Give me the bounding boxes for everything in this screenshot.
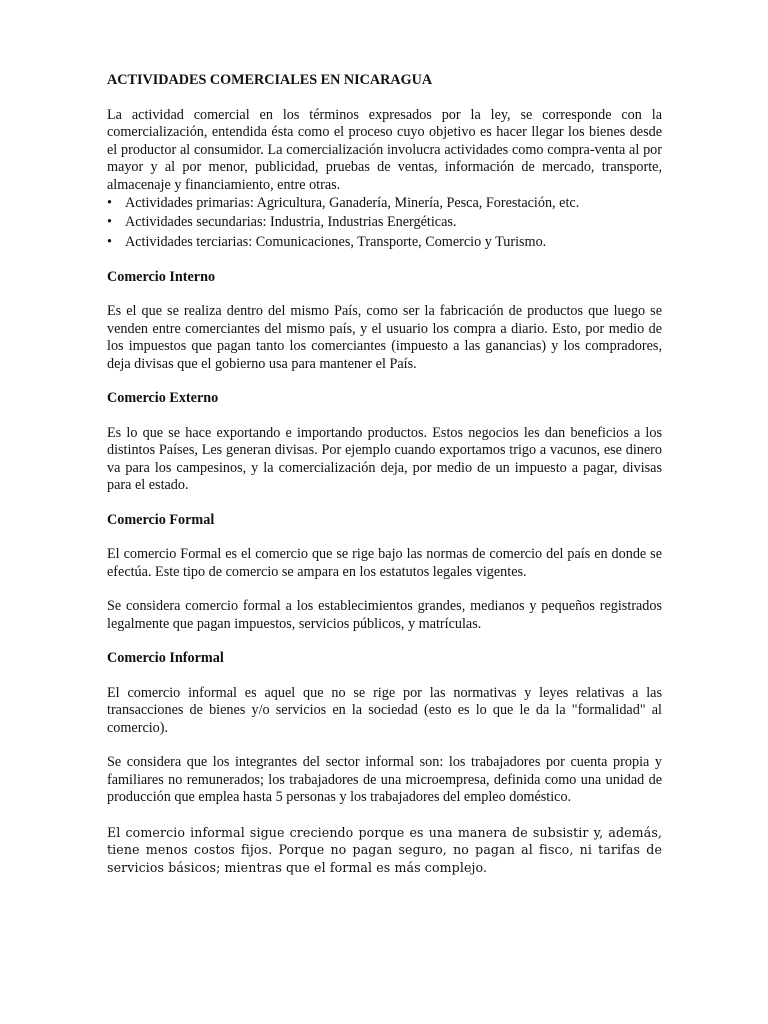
activities-list [107,194,662,252]
section-heading-comercio-formal: Comercio Formal [107,511,215,528]
list-item-text: Actividades terciarias: Comunicaciones, Transporte, Comercio y Turismo. [125,233,547,250]
comercio-informal-paragraph-1: El comercio informal es aquel que no se rige por las normativas y leyes relativas a las transacciones de bienes y/o servicios en la sociedad (esto es lo que le da la "formalidad" al comercio). [107,684,662,736]
comercio-interno-paragraph: Es el que se realiza dentro del mismo País, como ser la fabricación de productos que luego se venden entre comerciantes del mismo país, y el usuario los compra a diario. Esto, por medio de los impuestos que pagan tanto los comerciantes (impuesto a las ganancias) y los compradores, deja divisas que el gobierno usa para mantener el País. [107,303,662,372]
list-item-text: Actividades secundarias: Industria, Industrias Energéticas. [125,214,457,231]
list-item-text: Actividades primarias: Agricultura, Ganadería, Minería, Pesca, Forestación, etc. [125,195,580,211]
bullet-icon: • [107,233,112,250]
document-title: ACTIVIDADES COMERCIALES EN NICARAGUA [107,72,433,88]
section-heading-comercio-interno: Comercio Interno [107,268,216,285]
intro-paragraph: La actividad comercial en los términos expresados por la ley, se corresponde con la comercialización, entendida ésta como el proceso cuyo objetivo es hacer llegar los bienes desde el productor al consumidor. La comercialización involucra actividades como compra-venta al por mayor y al por menor, publicidad, pruebas de ventas, información de mercado, transporte, almacenaje y financiamiento, entre otras. [107,106,662,193]
comercio-informal-paragraph-3: El comercio informal sigue creciendo porque es una manera de subsistir y, además, tiene menos costos fijos. Porque no pagan seguro, no pagan al fisco, ni tarifas de servicios básicos; mientras que el formal es más complejo. [107,824,662,875]
section-heading-comercio-externo: Comercio Externo [107,390,219,407]
document-page [107,72,662,876]
list-item [107,194,662,213]
bullet-icon: • [107,195,112,211]
bullet-icon: • [107,214,112,231]
section-heading-comercio-informal: Comercio Informal [107,650,224,667]
comercio-formal-paragraph-1: El comercio Formal es el comercio que se rige bajo las normas de comercio del país en donde se efectúa. Este tipo de comercio se ampara en los estatutos legales vigentes. [107,546,662,580]
comercio-formal-paragraph-2: Se considera comercio formal a los establecimientos grandes, medianos y pequeños registrados legalmente que pagan impuestos, servicios públicos, y matrículas. [107,598,662,632]
comercio-externo-paragraph: Es lo que se hace exportando e importando productos. Estos negocios les dan beneficios a los distintos Países, Les generan divisas. Por ejemplo cuando exportamos trigo a vacunos, ese dinero va para los campesinos, y la comercialización deja, por medio de un impuesto a pagar, divisas para el estado. [107,424,662,494]
list-item [107,213,662,232]
list-item [107,233,662,252]
comercio-informal-paragraph-2: Se considera que los integrantes del sector informal son: los trabajadores por cuenta propia y familiares no remunerados; los trabajadores de una microempresa, definida como una unidad de producción que emplea hasta 5 personas y los trabajadores del empleo doméstico. [107,754,662,806]
